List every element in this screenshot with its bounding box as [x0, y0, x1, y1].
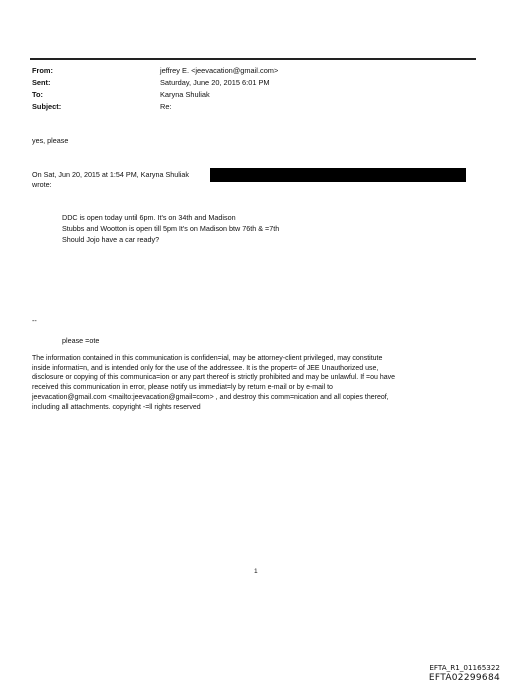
quoted-line: DDC is open today until 6pm. It's on 34th and Madison [62, 213, 236, 222]
signature-separator: -- [32, 316, 37, 325]
disclaimer-block [32, 354, 395, 412]
from-value: jeffrey E. <jeevacation@gmail.com> [160, 66, 279, 75]
disclaimer-line: inside informati=n, and is intended only for the use of the addressee. It is the propert= of JEE Unauthorized use, [32, 364, 379, 372]
disclaimer-line: received this communication in error, please notify us immediat=ly by return e-mail or by e-mail to [32, 384, 333, 392]
redaction-box [210, 168, 466, 182]
subject-label: Subject: [32, 102, 62, 111]
from-label: From: [32, 66, 53, 75]
disclaimer-line: including all attachments. copyright -=ll rights reserved [32, 403, 201, 411]
subject-value: Re: [160, 102, 172, 111]
to-label: To: [32, 90, 43, 99]
please-note-text: please =ote [62, 336, 100, 345]
page-number: 1 [254, 568, 258, 575]
disclaimer-line: jeevacation@gmail.com <mailto:jeevacation@gmail=com> , and destroy this comm=nication and all copies thereof, [32, 393, 389, 401]
sent-label: Sent: [32, 78, 51, 87]
header-divider [30, 58, 476, 60]
quote-intro-line2: wrote: [32, 180, 52, 189]
quote-intro-line1: On Sat, Jun 20, 2015 at 1:54 PM, Karyna Shuliak [32, 170, 190, 179]
bates-number-secondary: EFTA02299684 [428, 673, 500, 683]
sent-value: Saturday, June 20, 2015 6:01 PM [160, 78, 270, 87]
bates-number-primary: EFTA_R1_01165322 [429, 663, 500, 672]
to-value: Karyna Shuliak [160, 90, 210, 99]
disclaimer-line: The information contained in this communication is confiden=ial, may be attorney-client privileged, may constitute [32, 355, 383, 362]
quoted-line: Stubbs and Wootton is open till 5pm It's on Madison btw 76th & =7th [62, 224, 280, 233]
reply-text: yes, please [32, 136, 69, 145]
disclaimer-line: disclosure or copying of this communica=ion or any part thereof is strictly prohibited and may be unlawful. If =ou have [32, 374, 396, 382]
quoted-line: Should Jojo have a car ready? [62, 235, 160, 244]
